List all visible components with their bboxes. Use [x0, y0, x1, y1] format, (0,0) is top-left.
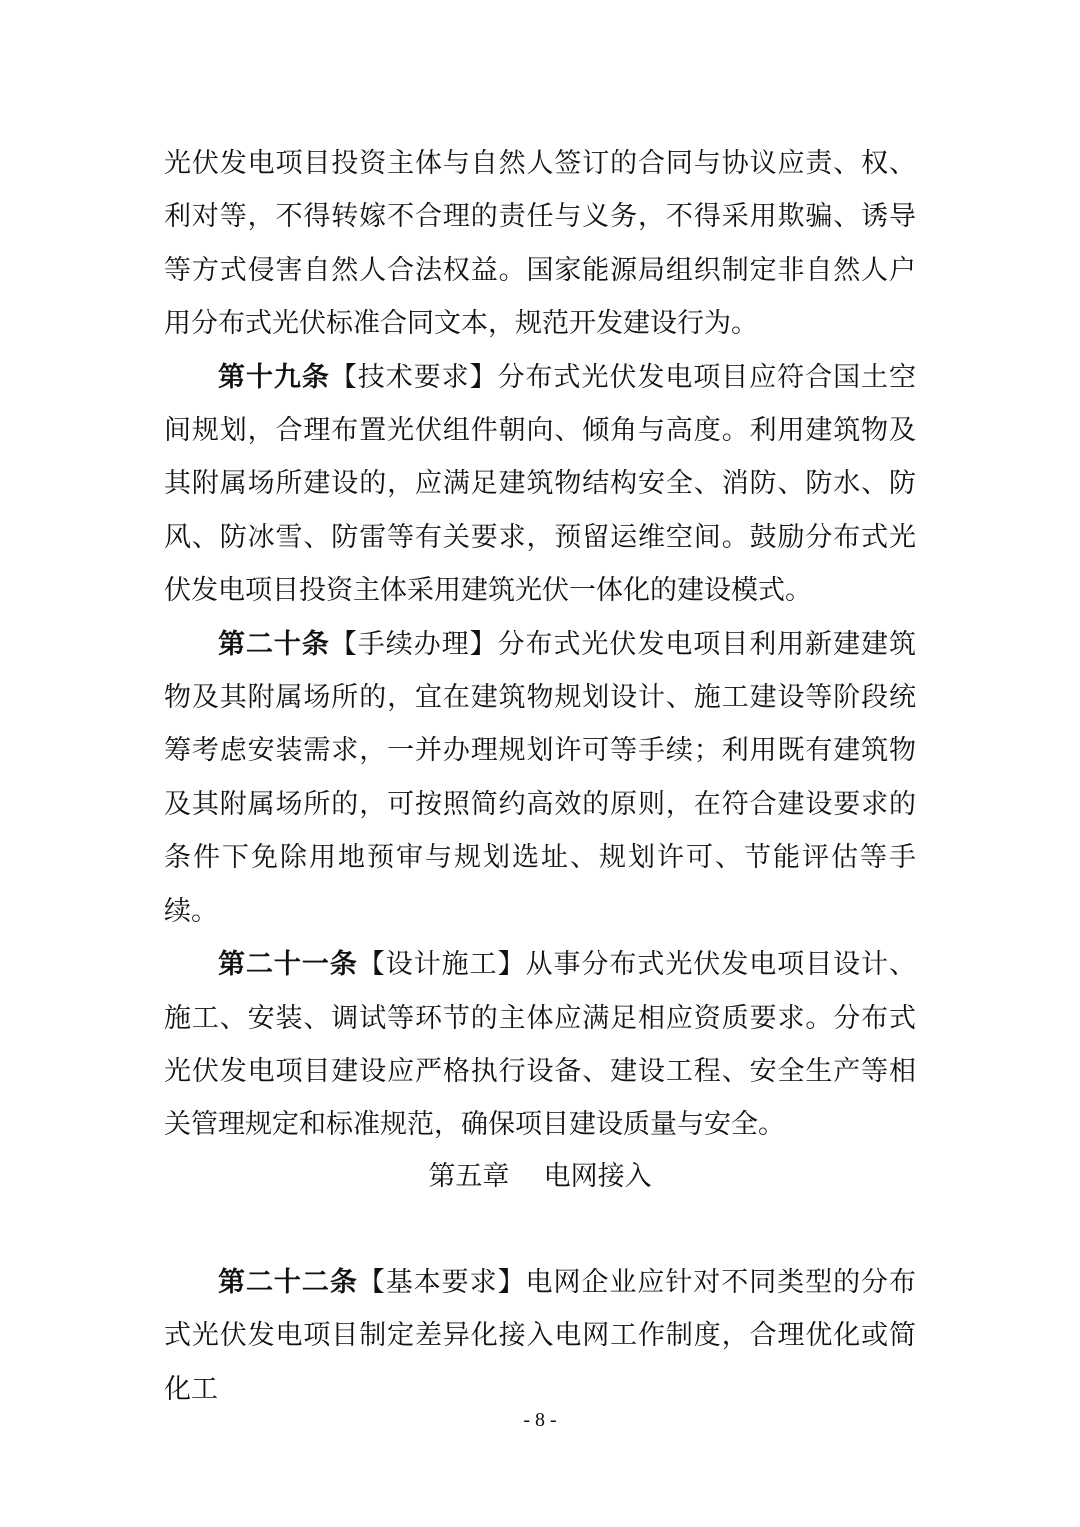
- article-21-heading: 【设计施工】: [357, 949, 526, 981]
- paragraph-continuation: 光伏发电项目投资主体与自然人签订的合同与协议应责、权、利对等，不得转嫁不合理的责任与义务，不得采用欺骗、诱导等方式侵害自然人合法权益。国家能源局组织制定非自然人户用分布式光伏标准合同文本，规范开发建设行为。: [164, 148, 916, 340]
- article-22: [164, 1256, 916, 1416]
- article-20-heading: 【手续办理】: [329, 628, 498, 660]
- article-21-number: 第二十一条: [218, 949, 358, 981]
- article-19-text: 分布式光伏发电项目应符合国土空间规划，合理布置光伏组件朝向、倾角与高度。利用建筑物及其附属场所建设的，应满足建筑物结构安全、消防、防水、防风、防冰雪、防雷等有关要求，预留运维空间。鼓励分布式光伏发电项目投资主体采用建筑光伏一体化的建设模式。: [164, 361, 917, 607]
- article-22-heading: 【基本要求】: [357, 1267, 526, 1298]
- article-22-text: 电网企业应针对不同类型的分布式光伏发电项目制定差异化接入电网工作制度，合理优化或简化工: [164, 1267, 917, 1405]
- article-19: [164, 351, 916, 618]
- article-21: [164, 938, 916, 1152]
- page-number: - 8 -: [523, 1409, 557, 1431]
- article-22-number: 第二十二条: [218, 1267, 358, 1298]
- body-text-upper: [164, 137, 916, 1152]
- article-19-heading: 【技术要求】: [329, 361, 498, 393]
- article-20-text: 分布式光伏发电项目利用新建建筑物及其附属场所的，宜在建筑物规划设计、施工建设等阶段统筹考虑安装需求，一并办理规划许可等手续；利用既有建筑物及其附属场所的，可按照简约高效的原则，在符合建设要求的条件下免除用地预审与规划选址、规划许可、节能评估等手续。: [164, 628, 917, 927]
- article-20-number: 第二十条: [218, 628, 330, 660]
- body-text-lower: [164, 1256, 916, 1416]
- article-21-text: 从事分布式光伏发电项目设计、施工、安装、调试等环节的主体应满足相应资质要求。分布式光伏发电项目建设应严格执行设备、建设工程、安全生产等相关管理规定和标准规范，确保项目建设质量与安全。: [164, 949, 917, 1141]
- article-20: [164, 618, 916, 938]
- article-19-number: 第十九条: [218, 361, 330, 393]
- chapter-title: 第五章 电网接入: [428, 1161, 652, 1192]
